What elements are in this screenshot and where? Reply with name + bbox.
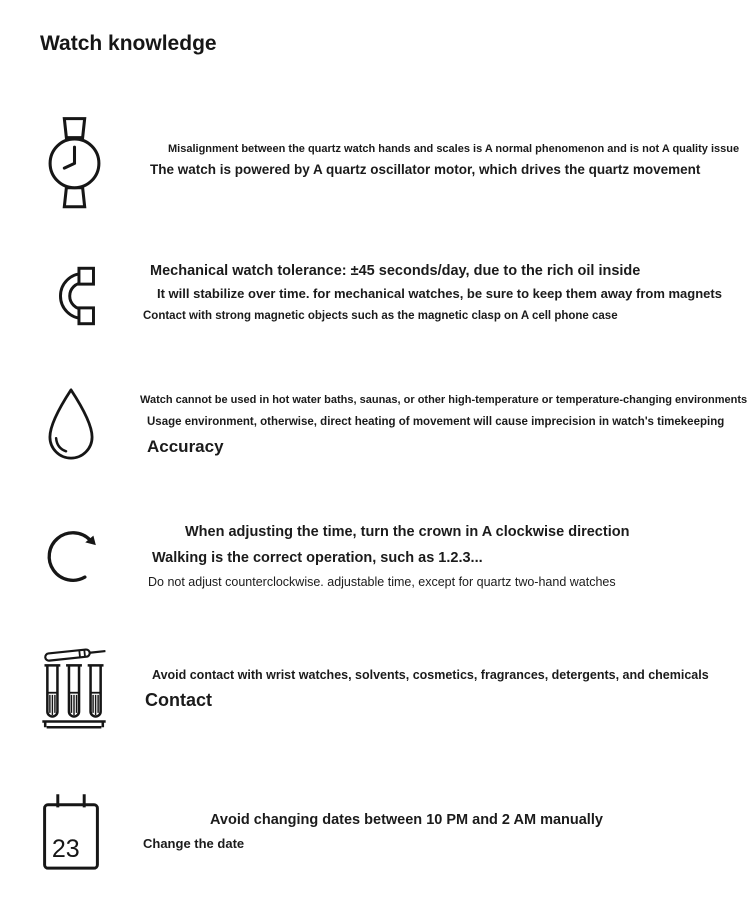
magnet-icon: [42, 263, 108, 329]
text-line: Contact: [145, 690, 212, 711]
text-line: Mechanical watch tolerance: ±45 seconds/day, due to the rich oil inside: [150, 263, 641, 279]
section-contact: [140, 668, 709, 711]
page-title: Watch knowledge: [40, 32, 217, 55]
watch-icon: [44, 114, 105, 210]
text-line: When adjusting the time, turn the crown in A clockwise direction: [185, 524, 630, 540]
section-accuracy: [140, 394, 747, 456]
text-line: Avoid changing dates between 10 PM and 2 AM manually: [210, 812, 603, 828]
water-drop-icon: [40, 385, 102, 463]
section-magnetism: [140, 263, 722, 323]
calendar-day: 23: [51, 834, 80, 863]
text-line: Contact with strong magnetic objects such as the magnetic clasp on A cell phone case: [143, 309, 618, 322]
calendar-icon: [38, 790, 104, 875]
text-line: Change the date: [143, 835, 245, 851]
section-quartz-movement: [140, 143, 739, 177]
text-line: Misalignment between the quartz watch hands and scales is A normal phenomenon and is not A quality issue: [168, 143, 740, 155]
text-line: Avoid contact with wrist watches, solvents, cosmetics, fragrances, detergents, and chemicals: [152, 668, 709, 682]
text-line: Do not adjust counterclockwise. adjustable time, except for quartz two-hand watches: [148, 575, 616, 590]
test-tubes-icon: [38, 645, 110, 739]
text-line: Accuracy: [147, 436, 224, 456]
text-line: The watch is powered by A quartz oscillator motor, which drives the quartz movement: [150, 161, 701, 177]
clockwise-arrow-icon: [40, 521, 106, 587]
section-date-change: [140, 812, 603, 852]
text-line: Usage environment, otherwise, direct heating of movement will cause imprecision in watch's timekeeping: [147, 415, 725, 428]
text-line: Walking is the correct operation, such as 1.2.3...: [152, 549, 483, 566]
text-line: It will stabilize over time. for mechanical watches, be sure to keep them away from magnets: [157, 285, 722, 301]
section-time-adjustment: [140, 524, 629, 590]
text-line: Watch cannot be used in hot water baths, saunas, or other high-temperature or temperature-changing environments: [140, 394, 748, 406]
